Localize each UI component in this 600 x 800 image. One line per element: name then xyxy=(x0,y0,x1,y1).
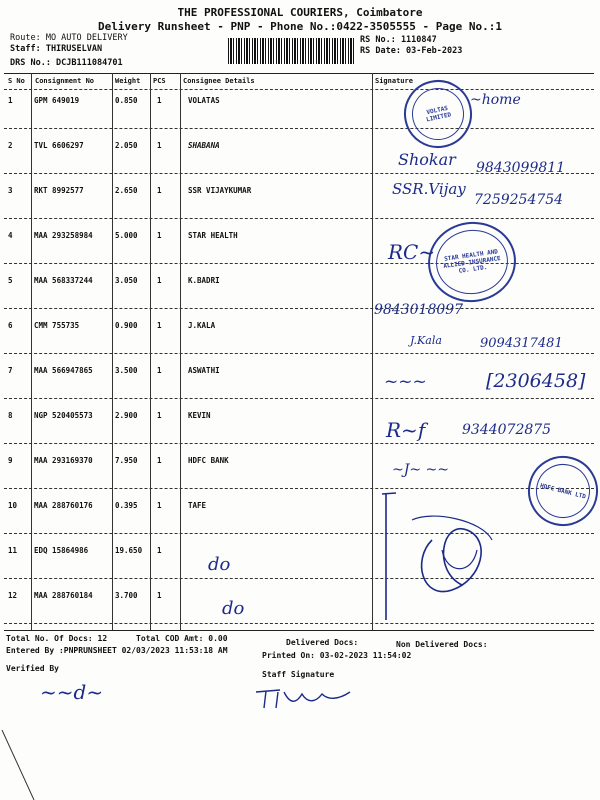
row-pcs: 1 xyxy=(157,276,162,285)
rs-number: RS No.: 1110847 xyxy=(360,35,437,45)
row-pcs: 1 xyxy=(157,141,162,150)
barcode-image xyxy=(228,38,356,64)
row-consignment: CMM 755735 xyxy=(34,321,80,330)
row-consignment: MAA 566947865 xyxy=(34,366,93,375)
handwritten-name-r3: SSR.Vijay xyxy=(392,180,466,198)
row-weight: 5.000 xyxy=(115,231,138,240)
row-weight: 2.650 xyxy=(115,186,138,195)
col-header-consignment: Consignment No xyxy=(35,77,95,85)
row-sno: 1 xyxy=(8,96,13,105)
row-consignee: KEVIN xyxy=(188,411,211,420)
row-sno: 11 xyxy=(8,546,18,555)
row-consignment: MAA 293169370 xyxy=(34,456,93,465)
route-label: Route: MO AUTO DELIVERY xyxy=(10,33,128,43)
rs-date: RS Date: 03-Feb-2023 xyxy=(360,46,463,56)
row-sno: 12 xyxy=(8,591,18,600)
total-docs: Total No. Of Docs: 12 xyxy=(6,634,108,643)
row-sno: 5 xyxy=(8,276,13,285)
row-consignment: GPM 649019 xyxy=(34,96,80,105)
row-consignee: K.BADRI xyxy=(188,276,220,285)
row-consignment: MAA 288760176 xyxy=(34,501,93,510)
row-pcs: 1 xyxy=(157,366,162,375)
row-weight: 2.900 xyxy=(115,411,138,420)
row-divider xyxy=(4,128,594,129)
volatas-stamp: VOLTAS LIMITED xyxy=(398,74,479,155)
table-header-divider xyxy=(4,89,594,90)
company-title: THE PROFESSIONAL COURIERS, Coimbatore xyxy=(177,6,423,19)
row-weight: 0.395 xyxy=(115,501,138,510)
row-sno: 9 xyxy=(8,456,13,465)
row-sno: 4 xyxy=(8,231,13,240)
row-weight: 7.950 xyxy=(115,456,138,465)
col-divider xyxy=(31,73,32,630)
row-pcs: 1 xyxy=(157,456,162,465)
printed-on: Printed On: 03-02-2023 11:54:02 xyxy=(262,651,412,660)
row-divider xyxy=(4,443,594,444)
row-consignee: VOLATAS xyxy=(188,96,220,105)
row-weight: 0.850 xyxy=(115,96,138,105)
row-consignment: NGP 520405573 xyxy=(34,411,93,420)
handwritten-phone-r6: 9094317481 xyxy=(480,336,563,351)
runsheet-subtitle: Delivery Runsheet - PNP - Phone No.:0422-3505555 - Page No.:1 xyxy=(98,20,502,33)
table-top-border xyxy=(4,73,594,74)
row-consignee: J.KALA xyxy=(188,321,216,330)
col-divider xyxy=(180,73,181,630)
row-sno: 10 xyxy=(8,501,18,510)
col-header-consignee: Consignee Details xyxy=(183,77,255,85)
col-header-pcs: PCS xyxy=(153,77,166,85)
row-consignment: MAA 288760184 xyxy=(34,591,93,600)
row-pcs: 1 xyxy=(157,96,162,105)
handwritten-phone-r2: 9843099811 xyxy=(476,160,566,176)
hdfc-stamp: HDFC BANK LTD xyxy=(521,449,600,534)
signature-r9: ~J~ ~~ xyxy=(392,462,449,478)
handwritten-phone-r8: 9344072875 xyxy=(462,422,552,438)
row-consignee: STAR HEALTH xyxy=(188,231,238,240)
row-sno: 7 xyxy=(8,366,13,375)
verified-by-label: Verified By xyxy=(6,664,59,673)
handwritten-text-r5: 9843018097 xyxy=(374,302,464,318)
row-weight: 2.050 xyxy=(115,141,138,150)
row-sno: 8 xyxy=(8,411,13,420)
row-pcs: 1 xyxy=(157,321,162,330)
col-divider xyxy=(112,73,113,630)
row-pcs: 1 xyxy=(157,231,162,240)
row-pcs: 1 xyxy=(157,546,162,555)
delivered-docs: Delivered Docs: xyxy=(286,638,359,647)
row-consignee: SHABANA xyxy=(188,141,220,150)
verified-by-signature: ~~d~ xyxy=(40,680,104,704)
row-sno: 2 xyxy=(8,141,13,150)
row-divider xyxy=(4,398,594,399)
row-pcs: 1 xyxy=(157,411,162,420)
col-header-sno: S No xyxy=(8,77,25,85)
drs-label: DRS No.: DCJB111084701 xyxy=(10,58,123,68)
staff-label: Staff: THIRUSELVAN xyxy=(10,44,103,54)
table-bottom-border xyxy=(4,630,594,631)
row-sno: 3 xyxy=(8,186,13,195)
row-weight: 0.900 xyxy=(115,321,138,330)
page-edge-line xyxy=(0,730,40,800)
row-divider xyxy=(4,218,594,219)
col-header-signature: Signature xyxy=(375,77,413,85)
row-weight: 3.700 xyxy=(115,591,138,600)
row-pcs: 1 xyxy=(157,591,162,600)
row-consignment: MAA 293258984 xyxy=(34,231,93,240)
row-consignee: TAFE xyxy=(188,501,207,510)
handwritten-text-r7: [2306458] xyxy=(486,370,586,392)
row-consignee: HDFC BANK xyxy=(188,456,229,465)
handwritten-phone-r3: 7259254754 xyxy=(474,192,564,208)
signature-r8: R~f xyxy=(386,418,426,442)
row-consignment: MAA 568337244 xyxy=(34,276,93,285)
row-consignment: TVL 6606297 xyxy=(34,141,84,150)
col-header-weight: Weight xyxy=(115,77,141,85)
star-health-stamp: STAR HEALTH AND ALLIED INSURANCE CO. LTD. xyxy=(423,216,521,307)
row-weight: 19.650 xyxy=(115,546,143,555)
staff-signature-label: Staff Signature xyxy=(262,670,335,679)
row-pcs: 1 xyxy=(157,186,162,195)
handwritten-name-r6: J.Kala xyxy=(410,334,442,347)
total-cod: Total COD Amt: 0.00 xyxy=(136,634,228,643)
row-consignee: ASWATHI xyxy=(188,366,220,375)
row-consignment: RKT 8992577 xyxy=(34,186,84,195)
col-divider xyxy=(150,73,151,630)
entered-by: Entered By :PNPRUNSHEET 02/03/2023 11:53:18 AM xyxy=(6,646,228,655)
signature-r4: RC~ xyxy=(388,240,436,264)
row-consignee: SSR VIJAYKUMAR xyxy=(188,186,252,195)
signature-r7: ~~~ xyxy=(384,372,427,392)
row-weight: 3.050 xyxy=(115,276,138,285)
handwritten-name-r2: Shokar xyxy=(398,150,456,169)
large-signature-scribble xyxy=(372,480,522,630)
row-divider xyxy=(4,353,594,354)
signature-r1: ~home xyxy=(470,92,521,108)
row-consignment: EDQ 15864986 xyxy=(34,546,89,555)
row-weight: 3.500 xyxy=(115,366,138,375)
row-pcs: 1 xyxy=(157,501,162,510)
row-divider xyxy=(4,308,594,309)
handwritten-mark-r11: do xyxy=(208,554,231,575)
handwritten-mark-r12: do xyxy=(222,598,245,619)
staff-signature-scribble xyxy=(250,682,360,712)
non-delivered-docs: Non Delivered Docs: xyxy=(396,640,488,649)
row-sno: 6 xyxy=(8,321,13,330)
